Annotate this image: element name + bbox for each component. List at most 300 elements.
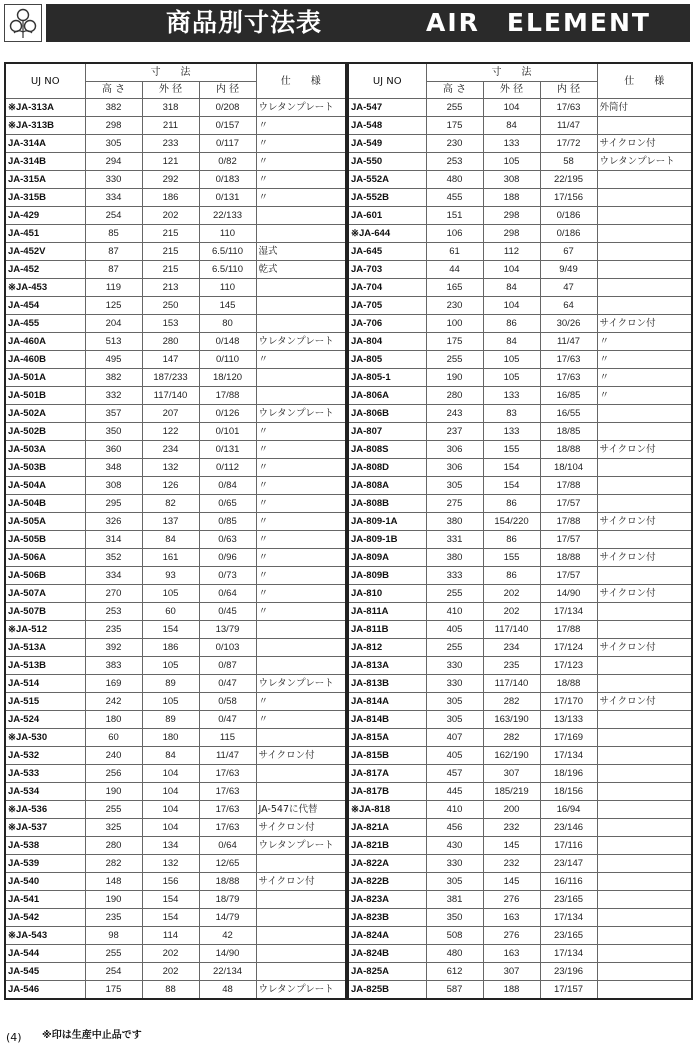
inner-diameter-cell: 22/195 bbox=[540, 171, 597, 189]
outer-diameter-cell: 185/219 bbox=[483, 783, 540, 801]
table-row bbox=[5, 135, 346, 153]
height-cell: 430 bbox=[426, 837, 483, 855]
inner-diameter-cell: 17/63 bbox=[540, 351, 597, 369]
spec-cell bbox=[256, 315, 346, 333]
table-row bbox=[5, 693, 346, 711]
table-row bbox=[348, 621, 692, 639]
inner-diameter-cell: 47 bbox=[540, 279, 597, 297]
model-number-cell: JA-539 bbox=[5, 855, 85, 873]
outer-diameter-cell: 133 bbox=[483, 387, 540, 405]
model-number-cell: JA-501A bbox=[5, 369, 85, 387]
spec-cell bbox=[256, 855, 346, 873]
inner-diameter-cell: 17/63 bbox=[199, 765, 256, 783]
table-row bbox=[348, 477, 692, 495]
spec-cell bbox=[597, 819, 692, 837]
spec-cell bbox=[256, 783, 346, 801]
model-number-cell: ※JA-313A bbox=[5, 99, 85, 117]
outer-diameter-cell: 86 bbox=[483, 531, 540, 549]
height-cell: 383 bbox=[85, 657, 142, 675]
outer-diameter-cell: 154 bbox=[142, 909, 199, 927]
outer-diameter-cell: 234 bbox=[142, 441, 199, 459]
height-cell: 330 bbox=[426, 855, 483, 873]
table-row bbox=[348, 747, 692, 765]
table-row bbox=[5, 171, 346, 189]
outer-diameter-cell: 105 bbox=[483, 369, 540, 387]
inner-diameter-cell: 0/82 bbox=[199, 153, 256, 171]
height-cell: 98 bbox=[85, 927, 142, 945]
outer-diameter-cell: 308 bbox=[483, 171, 540, 189]
inner-diameter-cell: 0/186 bbox=[540, 207, 597, 225]
inner-diameter-cell: 18/88 bbox=[540, 675, 597, 693]
inner-diameter-cell: 0/47 bbox=[199, 711, 256, 729]
outer-diameter-cell: 188 bbox=[483, 189, 540, 207]
outer-diameter-cell: 84 bbox=[483, 333, 540, 351]
spec-cell bbox=[597, 783, 692, 801]
spec-cell bbox=[597, 477, 692, 495]
height-cell: 331 bbox=[426, 531, 483, 549]
model-number-cell: JA-824A bbox=[348, 927, 426, 945]
header-inner-diameter: 内 径 bbox=[540, 82, 597, 99]
inner-diameter-cell: 17/63 bbox=[199, 819, 256, 837]
inner-diameter-cell: 115 bbox=[199, 729, 256, 747]
height-cell: 151 bbox=[426, 207, 483, 225]
table-row bbox=[5, 261, 346, 279]
inner-diameter-cell: 0/64 bbox=[199, 837, 256, 855]
model-number-cell: JA-315A bbox=[5, 171, 85, 189]
spec-cell: ウレタンプレート bbox=[597, 153, 692, 171]
inner-diameter-cell: 17/170 bbox=[540, 693, 597, 711]
height-cell: 305 bbox=[85, 135, 142, 153]
table-row bbox=[348, 549, 692, 567]
inner-diameter-cell: 17/88 bbox=[540, 621, 597, 639]
model-number-cell: JA-704 bbox=[348, 279, 426, 297]
spec-cell bbox=[256, 963, 346, 981]
outer-diameter-cell: 114 bbox=[142, 927, 199, 945]
outer-diameter-cell: 83 bbox=[483, 405, 540, 423]
height-cell: 255 bbox=[426, 585, 483, 603]
inner-diameter-cell: 14/79 bbox=[199, 909, 256, 927]
height-cell: 175 bbox=[426, 333, 483, 351]
outer-diameter-cell: 105 bbox=[483, 153, 540, 171]
height-cell: 255 bbox=[426, 351, 483, 369]
height-cell: 495 bbox=[85, 351, 142, 369]
table-row bbox=[348, 837, 692, 855]
table-row bbox=[348, 135, 692, 153]
table-row bbox=[348, 567, 692, 585]
inner-diameter-cell: 0/157 bbox=[199, 117, 256, 135]
outer-diameter-cell: 145 bbox=[483, 873, 540, 891]
outer-diameter-cell: 105 bbox=[483, 351, 540, 369]
table-row bbox=[5, 99, 346, 117]
spec-cell bbox=[597, 855, 692, 873]
model-number-cell: ※JA-530 bbox=[5, 729, 85, 747]
outer-diameter-cell: 213 bbox=[142, 279, 199, 297]
model-number-cell: JA-824B bbox=[348, 945, 426, 963]
table-row bbox=[348, 387, 692, 405]
spec-cell bbox=[597, 945, 692, 963]
spec-cell bbox=[597, 801, 692, 819]
table-row bbox=[5, 639, 346, 657]
outer-diameter-cell: 112 bbox=[483, 243, 540, 261]
height-cell: 295 bbox=[85, 495, 142, 513]
spec-cell bbox=[256, 909, 346, 927]
inner-diameter-cell: 17/57 bbox=[540, 567, 597, 585]
table-row bbox=[348, 891, 692, 909]
spec-cell bbox=[256, 297, 346, 315]
inner-diameter-cell: 17/134 bbox=[540, 747, 597, 765]
table-row bbox=[5, 801, 346, 819]
height-cell: 445 bbox=[426, 783, 483, 801]
spec-cell: JA-547に代替 bbox=[256, 801, 346, 819]
height-cell: 410 bbox=[426, 801, 483, 819]
page-title-en: AIR ELEMENT bbox=[426, 8, 651, 37]
spec-cell bbox=[256, 225, 346, 243]
table-row bbox=[348, 153, 692, 171]
table-row bbox=[348, 459, 692, 477]
height-cell: 455 bbox=[426, 189, 483, 207]
inner-diameter-cell: 0/85 bbox=[199, 513, 256, 531]
model-number-cell: ※JA-512 bbox=[5, 621, 85, 639]
inner-diameter-cell: 22/133 bbox=[199, 207, 256, 225]
height-cell: 180 bbox=[85, 711, 142, 729]
spec-cell bbox=[597, 225, 692, 243]
table-row bbox=[348, 909, 692, 927]
outer-diameter-cell: 154 bbox=[483, 459, 540, 477]
spec-cell bbox=[597, 531, 692, 549]
inner-diameter-cell: 0/208 bbox=[199, 99, 256, 117]
outer-diameter-cell: 202 bbox=[142, 945, 199, 963]
inner-diameter-cell: 110 bbox=[199, 225, 256, 243]
table-row bbox=[5, 207, 346, 225]
height-cell: 61 bbox=[426, 243, 483, 261]
spec-cell bbox=[597, 747, 692, 765]
height-cell: 44 bbox=[426, 261, 483, 279]
table-row bbox=[348, 297, 692, 315]
model-number-cell: JA-514 bbox=[5, 675, 85, 693]
spec-cell: 〃 bbox=[256, 459, 346, 477]
height-cell: 350 bbox=[426, 909, 483, 927]
page-title-jp: 商品別寸法表 bbox=[166, 8, 323, 37]
spec-cell: ウレタンプレート bbox=[256, 981, 346, 1000]
model-number-cell: JA-808D bbox=[348, 459, 426, 477]
spec-cell bbox=[597, 981, 692, 1000]
inner-diameter-cell: 0/58 bbox=[199, 693, 256, 711]
height-cell: 612 bbox=[426, 963, 483, 981]
height-cell: 294 bbox=[85, 153, 142, 171]
inner-diameter-cell: 16/116 bbox=[540, 873, 597, 891]
spec-cell: サイクロン付 bbox=[597, 135, 692, 153]
table-row bbox=[5, 189, 346, 207]
model-number-cell: JA-817B bbox=[348, 783, 426, 801]
spec-cell: 〃 bbox=[256, 693, 346, 711]
height-cell: 330 bbox=[85, 171, 142, 189]
spec-cell: ウレタンプレート bbox=[256, 405, 346, 423]
inner-diameter-cell: 17/57 bbox=[540, 495, 597, 513]
spec-cell bbox=[597, 495, 692, 513]
model-number-cell: JA-532 bbox=[5, 747, 85, 765]
table-row bbox=[5, 603, 346, 621]
table-row bbox=[5, 423, 346, 441]
inner-diameter-cell: 0/183 bbox=[199, 171, 256, 189]
height-cell: 305 bbox=[426, 693, 483, 711]
model-number-cell: JA-314A bbox=[5, 135, 85, 153]
table-row bbox=[5, 729, 346, 747]
header-uj-no: UJ NO bbox=[348, 63, 426, 99]
height-cell: 332 bbox=[85, 387, 142, 405]
header-spec: 仕 様 bbox=[597, 63, 692, 99]
inner-diameter-cell: 67 bbox=[540, 243, 597, 261]
inner-diameter-cell: 17/134 bbox=[540, 603, 597, 621]
spec-cell bbox=[597, 297, 692, 315]
height-cell: 305 bbox=[426, 873, 483, 891]
outer-diameter-cell: 104 bbox=[483, 297, 540, 315]
model-number-cell: JA-815A bbox=[348, 729, 426, 747]
flower-logo-icon bbox=[5, 5, 41, 41]
table-row bbox=[348, 711, 692, 729]
table-row bbox=[348, 675, 692, 693]
model-number-cell: JA-809-1B bbox=[348, 531, 426, 549]
height-cell: 60 bbox=[85, 729, 142, 747]
spec-cell: 外筒付 bbox=[597, 99, 692, 117]
spec-cell bbox=[256, 387, 346, 405]
outer-diameter-cell: 104 bbox=[483, 99, 540, 117]
spec-cell bbox=[256, 657, 346, 675]
table-row bbox=[5, 621, 346, 639]
height-cell: 190 bbox=[85, 783, 142, 801]
inner-diameter-cell: 64 bbox=[540, 297, 597, 315]
outer-diameter-cell: 215 bbox=[142, 243, 199, 261]
table-row bbox=[5, 297, 346, 315]
model-number-cell: JA-808B bbox=[348, 495, 426, 513]
height-cell: 230 bbox=[426, 135, 483, 153]
spec-cell: 〃 bbox=[256, 135, 346, 153]
height-cell: 242 bbox=[85, 693, 142, 711]
spec-cell: サイクロン付 bbox=[256, 747, 346, 765]
inner-diameter-cell: 17/134 bbox=[540, 909, 597, 927]
dimension-table-left bbox=[4, 62, 347, 1000]
outer-diameter-cell: 145 bbox=[483, 837, 540, 855]
height-cell: 348 bbox=[85, 459, 142, 477]
inner-diameter-cell: 0/110 bbox=[199, 351, 256, 369]
outer-diameter-cell: 154 bbox=[483, 477, 540, 495]
model-number-cell: ※JA-453 bbox=[5, 279, 85, 297]
inner-diameter-cell: 0/131 bbox=[199, 441, 256, 459]
height-cell: 381 bbox=[426, 891, 483, 909]
model-number-cell: JA-804 bbox=[348, 333, 426, 351]
table-row bbox=[348, 783, 692, 801]
model-number-cell: JA-455 bbox=[5, 315, 85, 333]
table-row bbox=[5, 927, 346, 945]
inner-diameter-cell: 17/88 bbox=[199, 387, 256, 405]
height-cell: 330 bbox=[426, 657, 483, 675]
table-row bbox=[348, 729, 692, 747]
header-spec: 仕 様 bbox=[256, 63, 346, 99]
table-row bbox=[5, 819, 346, 837]
spec-cell bbox=[597, 171, 692, 189]
inner-diameter-cell: 0/101 bbox=[199, 423, 256, 441]
model-number-cell: JA-811A bbox=[348, 603, 426, 621]
model-number-cell: JA-501B bbox=[5, 387, 85, 405]
spec-cell: 湿式 bbox=[256, 243, 346, 261]
spec-cell bbox=[256, 279, 346, 297]
height-cell: 306 bbox=[426, 459, 483, 477]
header-bar bbox=[46, 4, 690, 42]
model-number-cell: JA-810 bbox=[348, 585, 426, 603]
model-number-cell: JA-315B bbox=[5, 189, 85, 207]
model-number-cell: JA-506A bbox=[5, 549, 85, 567]
height-cell: 380 bbox=[426, 549, 483, 567]
model-number-cell: JA-504A bbox=[5, 477, 85, 495]
table-row bbox=[5, 711, 346, 729]
spec-cell bbox=[597, 261, 692, 279]
table-row bbox=[348, 657, 692, 675]
inner-diameter-cell: 17/157 bbox=[540, 981, 597, 1000]
table-row bbox=[5, 873, 346, 891]
inner-diameter-cell: 17/63 bbox=[540, 99, 597, 117]
outer-diameter-cell: 104 bbox=[483, 261, 540, 279]
spec-cell bbox=[597, 567, 692, 585]
spec-cell: 乾式 bbox=[256, 261, 346, 279]
spec-cell: 〃 bbox=[256, 351, 346, 369]
height-cell: 407 bbox=[426, 729, 483, 747]
spec-cell bbox=[597, 909, 692, 927]
height-cell: 235 bbox=[85, 621, 142, 639]
model-number-cell: JA-534 bbox=[5, 783, 85, 801]
height-cell: 175 bbox=[85, 981, 142, 1000]
inner-diameter-cell: 17/63 bbox=[199, 783, 256, 801]
outer-diameter-cell: 307 bbox=[483, 963, 540, 981]
outer-diameter-cell: 276 bbox=[483, 927, 540, 945]
model-number-cell: JA-825A bbox=[348, 963, 426, 981]
inner-diameter-cell: 0/63 bbox=[199, 531, 256, 549]
table-row bbox=[5, 657, 346, 675]
model-number-cell: JA-314B bbox=[5, 153, 85, 171]
height-cell: 230 bbox=[426, 297, 483, 315]
model-number-cell: JA-645 bbox=[348, 243, 426, 261]
table-row bbox=[5, 783, 346, 801]
height-cell: 270 bbox=[85, 585, 142, 603]
model-number-cell: JA-808S bbox=[348, 441, 426, 459]
model-number-cell: JA-542 bbox=[5, 909, 85, 927]
model-number-cell: JA-823A bbox=[348, 891, 426, 909]
height-cell: 382 bbox=[85, 369, 142, 387]
table-row bbox=[348, 315, 692, 333]
outer-diameter-cell: 126 bbox=[142, 477, 199, 495]
table-row bbox=[348, 873, 692, 891]
height-cell: 333 bbox=[426, 567, 483, 585]
header-dimension: 寸 法 bbox=[426, 63, 597, 82]
height-cell: 255 bbox=[85, 801, 142, 819]
model-number-cell: JA-809B bbox=[348, 567, 426, 585]
spec-cell bbox=[597, 765, 692, 783]
outer-diameter-cell: 202 bbox=[142, 207, 199, 225]
header-outer-diameter: 外 径 bbox=[483, 82, 540, 99]
height-cell: 480 bbox=[426, 171, 483, 189]
inner-diameter-cell: 0/117 bbox=[199, 135, 256, 153]
spec-cell bbox=[597, 423, 692, 441]
outer-diameter-cell: 186 bbox=[142, 189, 199, 207]
outer-diameter-cell: 282 bbox=[483, 693, 540, 711]
outer-diameter-cell: 153 bbox=[142, 315, 199, 333]
outer-diameter-cell: 89 bbox=[142, 711, 199, 729]
spec-cell bbox=[256, 765, 346, 783]
table-body-right bbox=[348, 99, 692, 1000]
height-cell: 275 bbox=[426, 495, 483, 513]
outer-diameter-cell: 117/140 bbox=[483, 621, 540, 639]
inner-diameter-cell: 0/64 bbox=[199, 585, 256, 603]
height-cell: 306 bbox=[426, 441, 483, 459]
height-cell: 305 bbox=[426, 711, 483, 729]
inner-diameter-cell: 18/156 bbox=[540, 783, 597, 801]
model-number-cell: ※JA-537 bbox=[5, 819, 85, 837]
outer-diameter-cell: 154/220 bbox=[483, 513, 540, 531]
model-number-cell: JA-541 bbox=[5, 891, 85, 909]
header-uj-no: UJ NO bbox=[5, 63, 85, 99]
height-cell: 253 bbox=[426, 153, 483, 171]
spec-cell bbox=[597, 279, 692, 297]
outer-diameter-cell: 156 bbox=[142, 873, 199, 891]
outer-diameter-cell: 163 bbox=[483, 909, 540, 927]
model-number-cell: JA-552A bbox=[348, 171, 426, 189]
height-cell: 119 bbox=[85, 279, 142, 297]
model-number-cell: JA-538 bbox=[5, 837, 85, 855]
model-number-cell: JA-823B bbox=[348, 909, 426, 927]
model-number-cell: JA-548 bbox=[348, 117, 426, 135]
spec-cell bbox=[597, 603, 692, 621]
height-cell: 100 bbox=[426, 315, 483, 333]
outer-diameter-cell: 215 bbox=[142, 225, 199, 243]
table-row bbox=[5, 405, 346, 423]
height-cell: 382 bbox=[85, 99, 142, 117]
inner-diameter-cell: 17/169 bbox=[540, 729, 597, 747]
table-row bbox=[348, 855, 692, 873]
inner-diameter-cell: 18/88 bbox=[540, 549, 597, 567]
spec-cell: ウレタンプレート bbox=[256, 99, 346, 117]
outer-diameter-cell: 104 bbox=[142, 765, 199, 783]
outer-diameter-cell: 134 bbox=[142, 837, 199, 855]
spec-cell bbox=[256, 891, 346, 909]
outer-diameter-cell: 154 bbox=[142, 891, 199, 909]
inner-diameter-cell: 0/84 bbox=[199, 477, 256, 495]
model-number-cell: JA-460A bbox=[5, 333, 85, 351]
height-cell: 456 bbox=[426, 819, 483, 837]
inner-diameter-cell: 0/131 bbox=[199, 189, 256, 207]
model-number-cell: JA-807 bbox=[348, 423, 426, 441]
spec-cell bbox=[597, 963, 692, 981]
outer-diameter-cell: 104 bbox=[142, 819, 199, 837]
inner-diameter-cell: 80 bbox=[199, 315, 256, 333]
model-number-cell: JA-808A bbox=[348, 477, 426, 495]
outer-diameter-cell: 105 bbox=[142, 585, 199, 603]
height-cell: 204 bbox=[85, 315, 142, 333]
model-number-cell: JA-821A bbox=[348, 819, 426, 837]
spec-cell bbox=[597, 927, 692, 945]
table-row bbox=[348, 225, 692, 243]
model-number-cell: JA-460B bbox=[5, 351, 85, 369]
model-number-cell: JA-452 bbox=[5, 261, 85, 279]
inner-diameter-cell: 17/63 bbox=[540, 369, 597, 387]
outer-diameter-cell: 132 bbox=[142, 855, 199, 873]
table-row bbox=[5, 351, 346, 369]
outer-diameter-cell: 84 bbox=[142, 747, 199, 765]
height-cell: 326 bbox=[85, 513, 142, 531]
model-number-cell: JA-809A bbox=[348, 549, 426, 567]
table-row bbox=[348, 279, 692, 297]
spec-cell: 〃 bbox=[256, 549, 346, 567]
outer-diameter-cell: 133 bbox=[483, 135, 540, 153]
spec-cell bbox=[597, 189, 692, 207]
outer-diameter-cell: 137 bbox=[142, 513, 199, 531]
